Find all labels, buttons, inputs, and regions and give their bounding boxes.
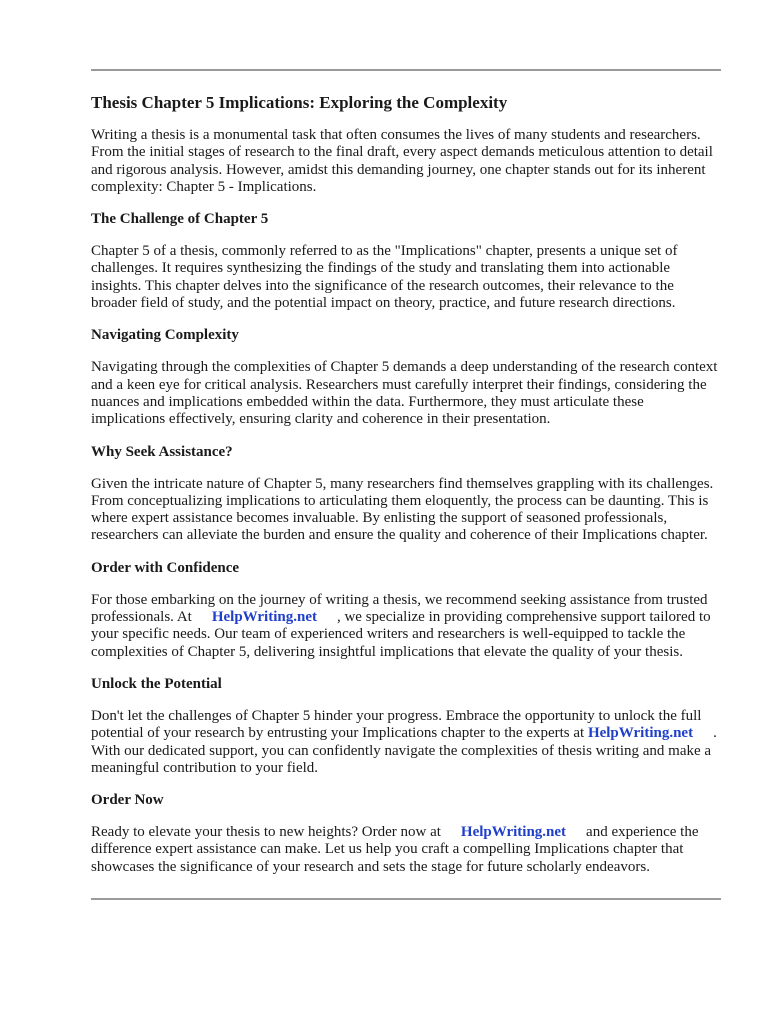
intro-paragraph: Writing a thesis is a monumental task that often consumes the lives of many students and researchers. From the initial stages of research to the final draft, every aspect demands meticulous attention to detail and rigorous analysis. However, amidst this demanding journey, one chapter stands out for its inherent complexity: Chapter 5 - Implications.: [91, 127, 713, 195]
heading-navigating: Navigating Complexity: [91, 327, 239, 344]
helpwriting-link[interactable]: HelpWriting.net: [460, 824, 567, 841]
helpwriting-link[interactable]: HelpWriting.net: [211, 609, 317, 626]
confidence-text-after: , we specialize in providing comprehensive support tailored to your specific needs. Our team of experienced writers and researchers is well-equipped to tackle the complexities of Chapter 5, delivering insightful implications that elevate the quality of your thesis.: [91, 609, 711, 660]
paragraph-challenge: Chapter 5 of a thesis, commonly referred to as the "Implications" chapter, presents a unique set of challenges. It requires synthesizing the findings of the study and translating them into actionable insights. This chapter delves into the significance of the research outcomes, their relevance to the broader field of study, and the potential impact on theory, practice, and future research directions.: [91, 243, 678, 312]
heading-challenge: The Challenge of Chapter 5: [91, 211, 269, 228]
unlock-text-before: Don't let the challenges of Chapter 5 hinder your progress. Embrace the opportunity to unlock the full potential of your research by entrusting your Implications chapter to the experts at: [91, 707, 702, 742]
order-text-after: and experience the difference expert assistance can make. Let us help you craft a compelling Implications chapter that showcases the significance of your research and sets the stage for future scholarly endeavors.: [91, 824, 699, 875]
document-page: [91, 0, 721, 900]
heading-order-now: Order Now: [91, 792, 164, 809]
paragraph-assistance: Given the intricate nature of Chapter 5, many researchers find themselves grappling with its challenges. From conceptualizing implications to articulating them eloquently, the process can be daunting. This is where expert assistance becomes invaluable. By enlisting the support of seasoned professionals, researchers can alleviate the burden and ensure the quality and coherence of their Implications chapter.: [91, 475, 714, 544]
heading-assistance: Why Seek Assistance?: [91, 443, 233, 460]
heading-confidence: Order with Confidence: [91, 559, 240, 576]
paragraph-unlock: [91, 708, 721, 777]
paragraph-navigating: Navigating through the complexities of Chapter 5 demands a deep understanding of the research context and a keen eye for critical analysis. Researchers must carefully interpret their findings, considering the nuances and implications embedded within the data. Furthermore, they must articulate these implications effectively, ensuring clarity and coherence in their presentation.: [91, 359, 718, 428]
heading-unlock: Unlock the Potential: [91, 675, 222, 692]
confidence-text-before: For those embarking on the journey of writing a thesis, we recommend seeking assistance from trusted professionals. At: [91, 591, 708, 626]
paragraph-confidence: [91, 592, 721, 661]
order-text-before: Ready to elevate your thesis to new heights? Order now at: [91, 824, 441, 841]
top-divider: [91, 69, 721, 71]
paragraph-order-now: [91, 824, 721, 876]
document-title: Thesis Chapter 5 Implications: Exploring the Complexity: [91, 93, 508, 112]
helpwriting-link[interactable]: HelpWriting.net: [587, 725, 694, 742]
unlock-text-after: . With our dedicated support, you can confidently navigate the complexities of thesis writing and make a meaningful contribution to your field.: [91, 725, 717, 776]
bottom-divider: [91, 898, 721, 900]
